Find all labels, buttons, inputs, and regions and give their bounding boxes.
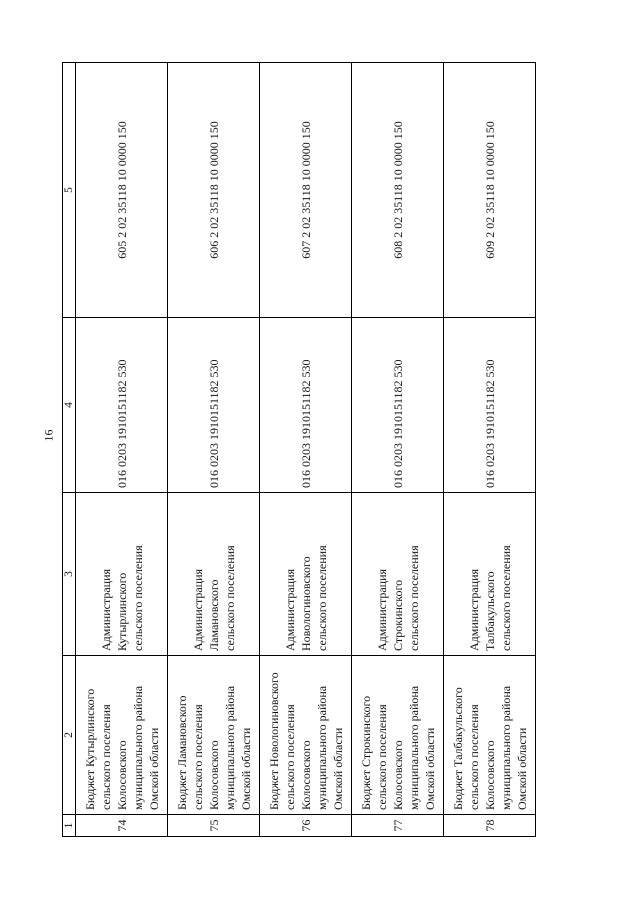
administrator-line: Администрация [98, 568, 113, 651]
classification-code-cell: 016 0203 1910151182 530 [444, 318, 536, 493]
administrator-line: сельского поселения [130, 545, 145, 651]
budget-name-line: сельского поселения [374, 704, 389, 810]
budget-name-line: муниципального района [222, 685, 237, 810]
header-col-5: 5 [63, 63, 76, 318]
administrator-line: Администрация [190, 568, 205, 651]
administrator-cell [260, 493, 352, 656]
budget-name-line: Колосовского [390, 740, 405, 810]
rotated-table-container [62, 63, 529, 837]
administrator-cell [444, 493, 536, 656]
budget-name-line: муниципального района [498, 685, 513, 810]
budget-name-line: Омской области [330, 727, 345, 810]
budget-name-line: Колосовского [114, 740, 129, 810]
header-col-2: 2 [63, 656, 76, 815]
administrator-line: Администрация [466, 568, 481, 651]
income-code-cell: 606 2 02 35118 10 0000 150 [168, 63, 260, 318]
income-code-cell: 608 2 02 35118 10 0000 150 [352, 63, 444, 318]
administrator-line: сельского поселения [314, 545, 329, 651]
budget-name-line: сельского поселения [282, 704, 297, 810]
page-number: 16 [41, 429, 56, 442]
row-number: 76 [260, 815, 352, 837]
administrator-line: Талбакульского [482, 571, 497, 651]
budget-name-line: муниципального района [130, 685, 145, 810]
header-row [63, 63, 76, 837]
budget-name-line: муниципального района [406, 685, 421, 810]
administrator-line: Строкинского [390, 579, 405, 651]
budget-name-line: Колосовского [206, 740, 221, 810]
budget-name-line: Колосовского [298, 740, 313, 810]
administrator-line: Администрация [374, 568, 389, 651]
table-row [168, 63, 260, 837]
administrator-line: Ламановского [206, 579, 221, 651]
budget-name-line: муниципального района [314, 685, 329, 810]
row-number: 77 [352, 815, 444, 837]
table-row [444, 63, 536, 837]
budget-name-line: сельского поселения [466, 704, 481, 810]
classification-code-cell: 016 0203 1910151182 530 [76, 318, 168, 493]
income-code-cell: 605 2 02 35118 10 0000 150 [76, 63, 168, 318]
classification-code-cell: 016 0203 1910151182 530 [168, 318, 260, 493]
header-col-3: 3 [63, 493, 76, 656]
budget-name-cell [444, 656, 536, 815]
table-row [352, 63, 444, 837]
budget-name-cell [352, 656, 444, 815]
administrator-line: Администрация [282, 568, 297, 651]
table-row [260, 63, 352, 837]
header-col-1: 1 [63, 815, 76, 837]
budget-name-line: сельского поселения [190, 704, 205, 810]
budget-table [62, 62, 536, 837]
administrator-cell [352, 493, 444, 656]
budget-name-line: Бюджет Талбакульского [450, 687, 465, 810]
budget-name-line: Колосовского [482, 740, 497, 810]
budget-name-line: Бюджет Строкинского [358, 695, 373, 810]
row-number: 75 [168, 815, 260, 837]
budget-name-line: сельского поселения [98, 704, 113, 810]
budget-name-cell [168, 656, 260, 815]
administrator-line: Кутырлинского [114, 572, 129, 651]
administrator-line: сельского поселения [498, 545, 513, 651]
classification-code-cell: 016 0203 1910151182 530 [352, 318, 444, 493]
row-number: 74 [76, 815, 168, 837]
budget-name-cell [260, 656, 352, 815]
administrator-cell [168, 493, 260, 656]
administrator-cell [76, 493, 168, 656]
header-col-4: 4 [63, 318, 76, 493]
row-number: 78 [444, 815, 536, 837]
classification-code-cell: 016 0203 1910151182 530 [260, 318, 352, 493]
budget-name-line: Омской области [238, 727, 253, 810]
budget-name-line: Бюджет Кутырлинского [82, 688, 97, 810]
budget-name-line: Бюджет Ламановского [174, 695, 189, 810]
income-code-cell: 607 2 02 35118 10 0000 150 [260, 63, 352, 318]
administrator-line: сельского поселения [222, 545, 237, 651]
administrator-line: сельского поселения [406, 545, 421, 651]
budget-name-line: Омской области [146, 727, 161, 810]
budget-name-line: Бюджет Новологиновского [266, 672, 281, 810]
income-code-cell: 609 2 02 35118 10 0000 150 [444, 63, 536, 318]
table-row [76, 63, 168, 837]
administrator-line: Новологиновского [298, 556, 313, 651]
budget-name-cell [76, 656, 168, 815]
budget-name-line: Омской области [422, 727, 437, 810]
budget-name-line: Омской области [514, 727, 529, 810]
